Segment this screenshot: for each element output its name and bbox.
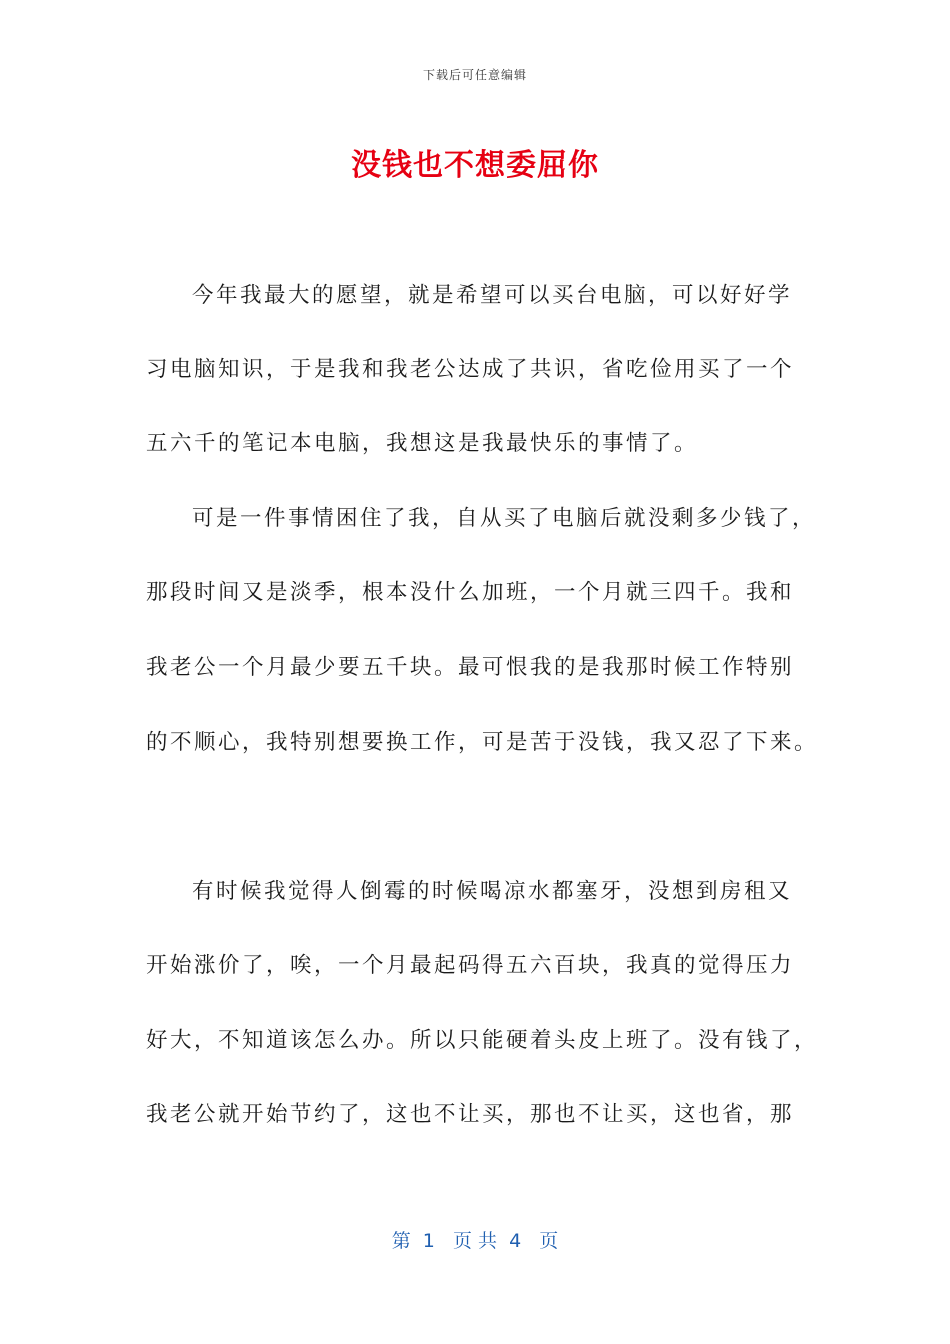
paragraph-line: 我老公就开始节约了，这也不让买，那也不让买，这也省，那	[146, 1102, 795, 1127]
paragraph-line: 那段时间又是淡季，根本没什么加班，一个月就三四千。我和	[146, 580, 795, 605]
page-footer: 第 1 页 共 4 页	[391, 1230, 559, 1252]
paragraph-line: 今年我最大的愿望，就是希望可以买台电脑，可以好好学	[192, 283, 793, 308]
paragraph-line: 的不顺心，我特别想要换工作，可是苦于没钱，我又忍了下来。	[146, 730, 819, 755]
paragraph-line: 习电脑知识，于是我和我老公达成了共识，省吃俭用买了一个	[146, 357, 795, 382]
paragraph-line: 开始涨价了，唉，一个月最起码得五六百块，我真的觉得压力	[146, 953, 795, 978]
paragraph-line: 有时候我觉得人倒霉的时候喝凉水都塞牙，没想到房租又	[192, 879, 793, 904]
paragraph-line: 好大，不知道该怎么办。所以只能硬着头皮上班了。没有钱了，	[146, 1028, 819, 1053]
paragraph-line: 可是一件事情困住了我，自从买了电脑后就没剩多少钱了，	[192, 506, 817, 531]
header-note: 下载后可任意编辑	[422, 68, 527, 82]
paragraph-line: 我老公一个月最少要五千块。最可恨我的是我那时候工作特别	[146, 655, 795, 680]
document-title: 没钱也不想委屈你	[351, 148, 599, 183]
paragraph-line: 五六千的笔记本电脑，我想这是我最快乐的事情了。	[146, 431, 699, 456]
